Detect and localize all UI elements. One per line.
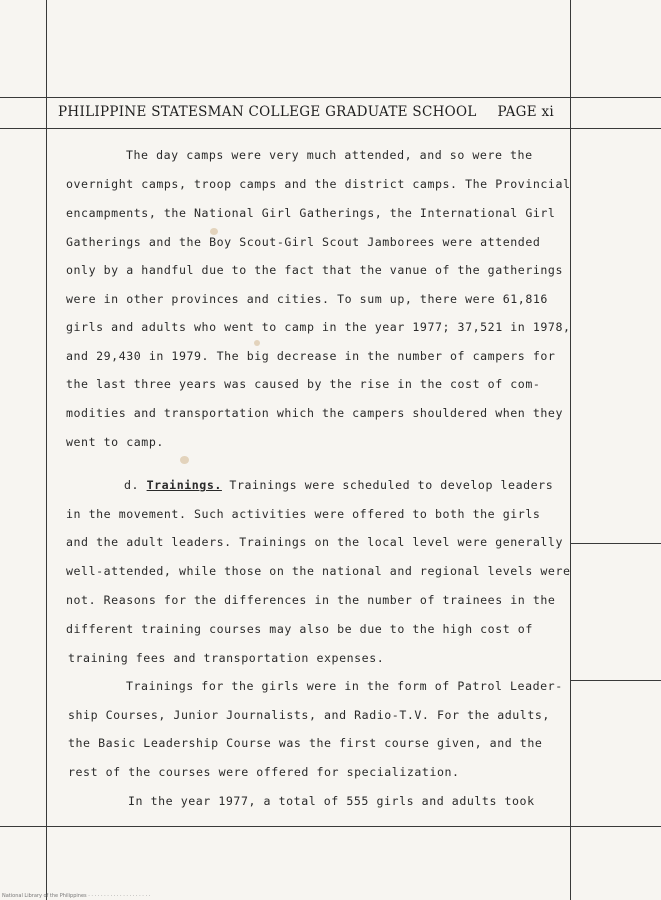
text-line: in the movement. Such activities were offered to both the girls bbox=[66, 507, 541, 521]
top-rule bbox=[0, 97, 661, 98]
left-margin-rule bbox=[46, 0, 47, 900]
text-line: the last three years was caused by the rise in the cost of com- bbox=[66, 377, 541, 391]
text-line: different training courses may also be due to the high cost of bbox=[66, 622, 533, 636]
text-line: ship Courses, Junior Journalists, and Radio-T.V. For the adults, bbox=[68, 708, 550, 722]
text-line-trainings bbox=[124, 478, 553, 492]
text-line: not. Reasons for the differences in the number of trainees in the bbox=[66, 593, 556, 607]
text-line: rest of the courses were offered for specialization. bbox=[68, 765, 460, 779]
page-header bbox=[58, 104, 558, 120]
text-line: overnight camps, troop camps and the district camps. The Provincial bbox=[66, 177, 571, 191]
text-line: In the year 1977, a total of 555 girls and adults took bbox=[128, 794, 535, 808]
section-heading: Trainings. bbox=[146, 478, 222, 492]
text-line: Trainings for the girls were in the form of Patrol Leader- bbox=[126, 679, 563, 693]
paper-stain bbox=[210, 228, 218, 235]
text-line: and the adult leaders. Trainings on the local level were generally bbox=[66, 535, 563, 549]
text-line: and 29,430 in 1979. The big decrease in the number of campers for bbox=[66, 349, 556, 363]
section-letter: d. bbox=[124, 478, 147, 492]
page-number: PAGE xi bbox=[497, 104, 554, 120]
scan-footer: National Library of the Philippines · · · · · · · · · · · · · · · · · · · · bbox=[2, 893, 151, 899]
text-line: training fees and transportation expenses. bbox=[68, 651, 385, 665]
text-line: well-attended, while those on the national and regional levels were bbox=[66, 564, 571, 578]
paper-stain bbox=[180, 456, 189, 464]
text-fragment: Trainings were scheduled to develop leaders bbox=[221, 478, 554, 492]
paper-stain bbox=[254, 340, 260, 346]
right-side-rule-1 bbox=[570, 543, 661, 544]
text-line: went to camp. bbox=[66, 435, 164, 449]
text-line: encampments, the National Girl Gatherings, the International Girl bbox=[66, 206, 556, 220]
text-line: Gatherings and the Boy Scout-Girl Scout Jamborees were attended bbox=[66, 235, 541, 249]
text-line: modities and transportation which the campers shouldered when they bbox=[66, 406, 563, 420]
text-line: girls and adults who went to camp in the year 1977; 37,521 in 1978, bbox=[66, 320, 571, 334]
header-title: PHILIPPINE STATESMAN COLLEGE GRADUATE SCHOOL bbox=[58, 104, 477, 120]
bottom-rule bbox=[0, 826, 661, 827]
right-margin-rule bbox=[570, 0, 571, 900]
header-rule bbox=[0, 128, 661, 129]
text-line: the Basic Leadership Course was the first course given, and the bbox=[68, 736, 543, 750]
text-line: only by a handful due to the fact that the vanue of the gatherings bbox=[66, 263, 563, 277]
text-line: The day camps were very much attended, and so were the bbox=[126, 148, 533, 162]
text-line: were in other provinces and cities. To sum up, there were 61,816 bbox=[66, 292, 548, 306]
right-side-rule-2 bbox=[570, 680, 661, 681]
